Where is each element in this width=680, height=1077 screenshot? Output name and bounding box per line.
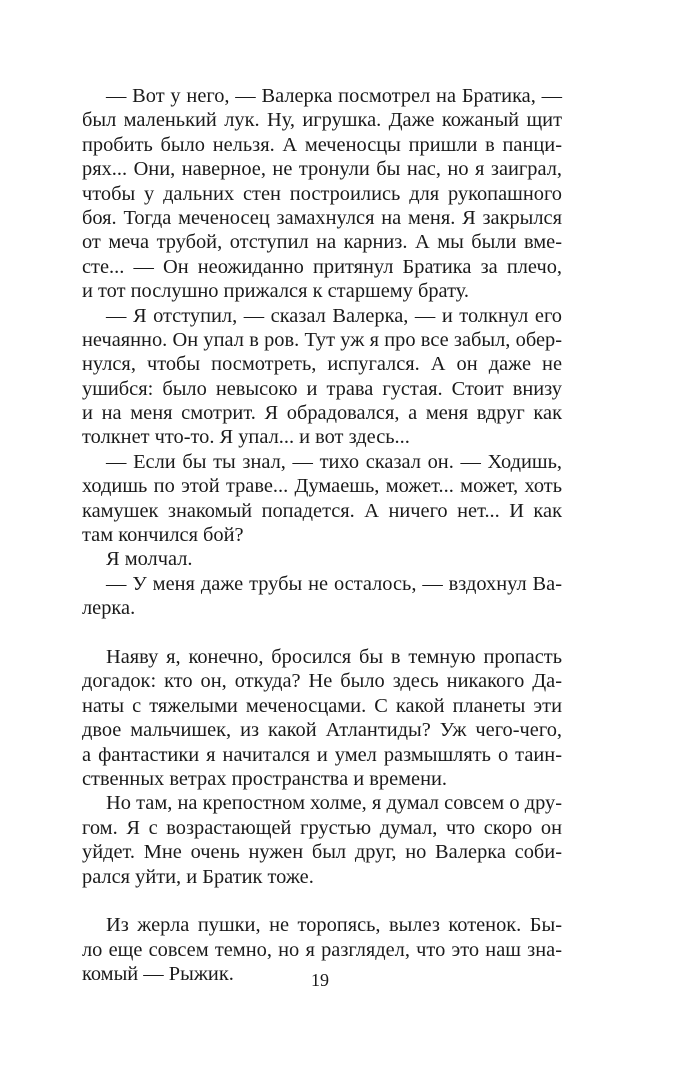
- text-line: ственных ветрах пространства и времени.: [82, 767, 448, 790]
- section-break: [82, 889, 562, 913]
- text-line: ушибся: было невысоко и трава густая. Стоит внизу: [82, 377, 562, 400]
- text-line: двое мальчишек, из какой Атлантиды? Уж чего-чего,: [82, 719, 562, 742]
- text-line: ло еще совсем темно, но я разглядел, что это наш зна-: [82, 938, 562, 961]
- text-line: боя. Тогда меченосец замахнулся на меня. Я закрылся: [82, 206, 562, 229]
- text-line: сте... — Он неожиданно притянул Братика за плечо,: [82, 255, 562, 278]
- text-line: — Вот у него, — Валерка посмотрел на Братика, —: [106, 85, 562, 107]
- text-line: догадок: кто он, откуда? Не было здесь никакого Да-: [82, 670, 562, 693]
- text-line: Я молчал.: [106, 548, 193, 571]
- text-line: — Я отступил, — сказал Валерка, — и толкнул его: [106, 304, 562, 327]
- text-line: — Если бы ты знал, — тихо сказал он. — Ходишь,: [106, 450, 562, 473]
- text-line: был маленький лук. Ну, игрушка. Даже кожаный щит: [82, 109, 562, 132]
- text-line: гом. Я с возрастающей грустью думал, что скоро он: [82, 816, 562, 839]
- text-line: — У меня даже трубы не осталось, — вздохнул Ва-: [106, 572, 562, 595]
- text-line: Но там, на крепостном холме, я думал совсем о дру-: [106, 792, 562, 815]
- text-line: Из жерла пушки, не торопясь, вылез котенок. Бы-: [106, 914, 562, 937]
- text-line: уйдет. Мне очень нужен был друг, но Валерка соби-: [82, 841, 562, 864]
- page-number: 19: [311, 970, 329, 990]
- text-line: камушек знакомый попадется. А ничего нет... И как: [82, 499, 562, 522]
- text-line: от меча трубой, отступил на карниз. А мы были вме-: [82, 231, 562, 254]
- text-line: комый — Рыжик.: [82, 963, 234, 986]
- section-break: [82, 621, 562, 645]
- text-line: рался уйти, и Братик тоже.: [82, 865, 314, 888]
- text-line: Наяву я, конечно, бросился бы в темную пропасть: [106, 645, 562, 668]
- text-line: а фантастики я начитался и умел размышлять о таин-: [82, 743, 562, 766]
- book-page-text: [82, 84, 562, 986]
- text-line: ходишь по этой траве... Думаешь, может... может, хоть: [82, 475, 562, 498]
- text-line: там кончился бой?: [82, 524, 244, 547]
- text-line: рях... Они, наверное, не тронули бы нас, но я заиграл,: [82, 158, 562, 181]
- text-line: наты с тяжелыми меченосцами. С какой планеты эти: [82, 694, 562, 717]
- text-line: нечаянно. Он упал в ров. Тут уж я про все забыл, обер-: [82, 328, 562, 351]
- text-line: лерка.: [82, 597, 136, 620]
- text-line: толкнет что-то. Я упал... и вот здесь...: [82, 426, 410, 449]
- text-line: и на меня смотрит. Я обрадовался, а меня вдруг как: [82, 402, 562, 425]
- text-line: чтобы у дальних стен построились для рукопашного: [82, 182, 562, 205]
- text-line: нулся, чтобы посмотреть, испугался. А он даже не: [82, 353, 562, 376]
- text-line: и тот послушно прижался к старшему брату.: [82, 280, 469, 303]
- text-line: пробить было нельзя. А меченосцы пришли в панци-: [82, 133, 562, 156]
